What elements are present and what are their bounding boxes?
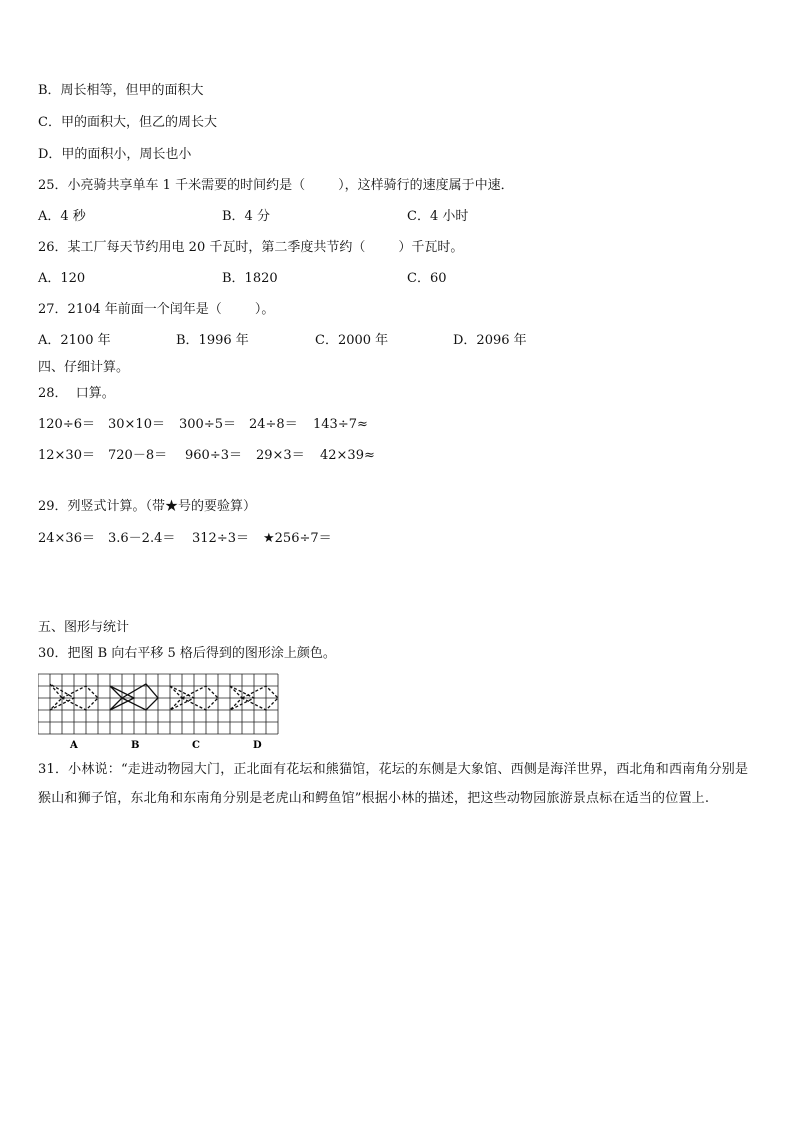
- calc-item: 24÷8＝: [249, 417, 298, 432]
- calc-item: 300÷5＝: [179, 417, 236, 432]
- option-25-a: A．4 秒: [38, 209, 86, 224]
- question-26-stem: 26．某工厂每天节约用电 20 千瓦时，第二季度共节约（ ）千瓦时。: [38, 240, 464, 255]
- question-27-stem: 27．2104 年前面一个闰年是（ ）。: [38, 302, 275, 317]
- calc-item: 143÷7≈: [313, 417, 368, 432]
- option-27-b: B．1996 年: [176, 333, 249, 348]
- question-25-stem: 25．小亮骑共享单车 1 千米需要的时间约是（ ），这样骑行的速度属于中速．: [38, 178, 514, 193]
- question-31-text: 31．小林说：“走进动物园大门，正北面有花坛和熊猫馆，花坛的东侧是大象馆、西侧是海洋世界，西北角和西南角分别是猴山和狮子馆，东北角和东南角分别是老虎山和鳄鱼馆”根据小林的描述，把这些动物园旅游景点标在适当的位置上.: [38, 762, 749, 806]
- calc-item: 312÷3＝: [192, 531, 249, 546]
- calc-item: 720－8＝: [108, 448, 168, 463]
- grid-label-a: A: [70, 740, 78, 751]
- question-30-stem: 30．把图 B 向右平移 5 格后得到的图形涂上颜色。: [38, 646, 336, 661]
- question-29-stem: 29．列竖式计算。（带★号的要验算）: [38, 499, 257, 514]
- option-26-c: C．60: [407, 271, 447, 286]
- calc-item: 960÷3＝: [185, 448, 242, 463]
- calc-item: 120÷6＝: [38, 417, 95, 432]
- option-27-a: A．2100 年: [38, 333, 111, 348]
- option-24-b: B．周长相等，但甲的面积大: [38, 83, 204, 98]
- grid-label-d: D: [253, 740, 262, 751]
- question-28-stem: 28． 口算。: [38, 386, 115, 401]
- section-4-title: 四、仔细计算。: [38, 360, 130, 375]
- grid-label-c: C: [192, 740, 200, 751]
- calc-item: ★256÷7＝: [263, 531, 332, 546]
- option-24-d: D．甲的面积小，周长也小: [38, 147, 192, 162]
- calc-item: 29×3＝: [256, 448, 305, 463]
- calc-item: 24×36＝: [38, 531, 95, 546]
- calc-item: 42×39≈: [320, 448, 375, 463]
- shape-b-right: [122, 684, 158, 710]
- calc-item: 30×10＝: [108, 417, 165, 432]
- option-27-d: D．2096 年: [453, 333, 527, 348]
- option-24-c: C．甲的面积大，但乙的周长大: [38, 115, 217, 130]
- option-25-c: C．4 小时: [407, 209, 469, 224]
- calc-item: 12×30＝: [38, 448, 95, 463]
- option-25-b: B．4 分: [222, 209, 270, 224]
- option-26-b: B．1820: [222, 271, 278, 286]
- translation-grid-figure: [38, 672, 283, 752]
- calc-item: 3.6－2.4＝: [108, 531, 176, 546]
- section-5-title: 五、图形与统计: [38, 620, 130, 635]
- option-26-a: A．120: [38, 271, 86, 286]
- option-27-c: C．2000 年: [315, 333, 389, 348]
- grid-label-b: B: [131, 740, 140, 751]
